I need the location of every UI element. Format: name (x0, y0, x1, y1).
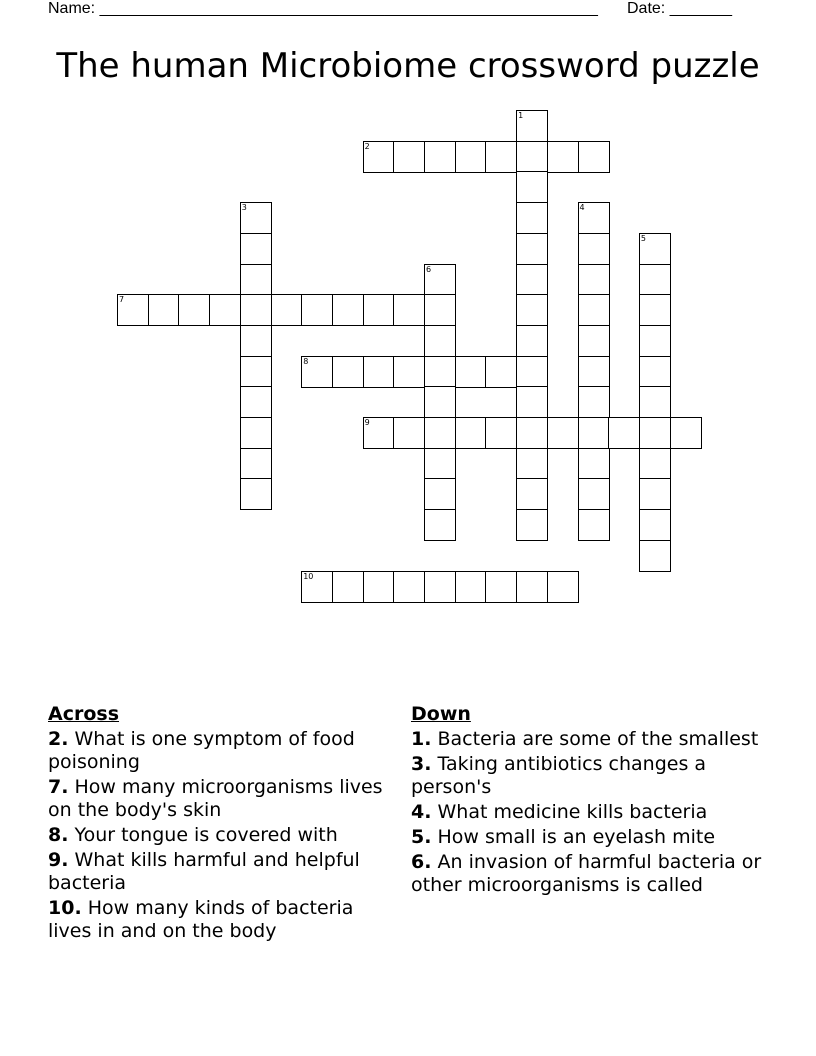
clue-number: 3. (411, 753, 432, 775)
crossword-cell[interactable] (516, 478, 548, 510)
crossword-cell[interactable] (424, 478, 456, 510)
crossword-cell[interactable] (578, 509, 610, 541)
crossword-cell[interactable] (455, 571, 487, 603)
crossword-cell[interactable] (516, 509, 548, 541)
clue-down-1 (411, 728, 771, 751)
crossword-cell[interactable] (455, 417, 487, 449)
crossword-cell[interactable] (332, 571, 364, 603)
clue-number: 9. (48, 849, 69, 871)
crossword-cell[interactable] (578, 141, 610, 173)
crossword-cell[interactable] (240, 356, 272, 388)
crossword-cell[interactable] (639, 356, 671, 388)
clue-number: 6. (411, 851, 432, 873)
crossword-cell[interactable] (301, 571, 333, 603)
crossword-cell[interactable] (485, 356, 517, 388)
crossword-cell[interactable] (240, 202, 272, 234)
crossword-cell[interactable] (578, 202, 610, 234)
crossword-cell[interactable] (516, 141, 548, 173)
crossword-cell[interactable] (608, 417, 640, 449)
crossword-cell[interactable] (301, 294, 333, 326)
crossword-cell[interactable] (639, 509, 671, 541)
crossword-cell[interactable] (639, 540, 671, 572)
crossword-cell[interactable] (240, 417, 272, 449)
crossword-cell[interactable] (547, 571, 579, 603)
across-heading: Across (48, 703, 120, 725)
clue-text: How many microorganisms lives on the body's skin (48, 776, 383, 821)
clue-down-6 (411, 851, 771, 897)
crossword-cell[interactable] (424, 141, 456, 173)
crossword-cell[interactable] (363, 571, 395, 603)
crossword-cell[interactable] (424, 294, 456, 326)
crossword-cell[interactable] (516, 356, 548, 388)
crossword-cell[interactable] (240, 264, 272, 296)
clue-number: 7. (48, 776, 69, 798)
crossword-cell[interactable] (578, 478, 610, 510)
crossword-cell[interactable] (393, 294, 425, 326)
crossword-cell[interactable] (393, 356, 425, 388)
clue-across-9 (48, 849, 393, 895)
crossword-cell[interactable] (455, 141, 487, 173)
clue-across-7 (48, 776, 393, 822)
crossword-cell[interactable] (516, 571, 548, 603)
crossword-cell[interactable] (209, 294, 241, 326)
crossword-cell[interactable] (424, 386, 456, 418)
clue-number-label: 4 (579, 203, 585, 213)
clue-number-label: 1 (518, 111, 524, 120)
clue-number: 1. (411, 728, 432, 750)
crossword-cell[interactable] (485, 141, 517, 173)
clue-number-label: 6 (426, 264, 432, 274)
crossword-cell[interactable] (516, 386, 548, 418)
crossword-cell[interactable] (485, 571, 517, 603)
crossword-cell[interactable] (455, 356, 487, 388)
crossword-cell[interactable] (516, 325, 548, 357)
crossword-cell[interactable] (240, 294, 272, 326)
crossword-cell[interactable] (485, 417, 517, 449)
crossword-cell[interactable] (547, 141, 579, 173)
clue-text: How small is an eyelash mite (437, 826, 716, 848)
crossword-cell[interactable] (578, 325, 610, 357)
crossword-cell[interactable] (240, 478, 272, 510)
crossword-cell[interactable] (578, 448, 610, 480)
clue-down-5 (411, 826, 771, 849)
crossword-cell[interactable] (516, 417, 548, 449)
clue-number-label: 9 (364, 418, 370, 427)
crossword-cell[interactable] (670, 417, 702, 449)
crossword-cell[interactable] (516, 110, 548, 142)
crossword-cell[interactable] (578, 294, 610, 326)
clue-number: 4. (411, 801, 432, 823)
crossword-cell[interactable] (301, 356, 333, 388)
crossword-cell[interactable] (516, 233, 548, 265)
crossword-cell[interactable] (516, 294, 548, 326)
crossword-cell[interactable] (639, 294, 671, 326)
crossword-cell[interactable] (424, 571, 456, 603)
crossword-cell[interactable] (578, 356, 610, 388)
crossword-cell[interactable] (578, 417, 610, 449)
crossword-cell[interactable] (578, 233, 610, 265)
clue-number: 5. (411, 826, 432, 848)
crossword-cell[interactable] (639, 264, 671, 296)
clue-number-label: 3 (241, 203, 247, 213)
across-clues (48, 703, 393, 945)
crossword-cell[interactable] (393, 571, 425, 603)
crossword-cell[interactable] (240, 233, 272, 265)
clue-across-2 (48, 728, 393, 774)
crossword-cell[interactable] (363, 141, 395, 173)
crossword-cell[interactable] (271, 294, 303, 326)
crossword-cell[interactable] (516, 264, 548, 296)
crossword-cell[interactable] (424, 264, 456, 296)
crossword-cell[interactable] (424, 417, 456, 449)
crossword-cell[interactable] (240, 325, 272, 357)
clue-text: An invasion of harmful bacteria or other microorganisms is called (411, 851, 762, 896)
crossword-cell[interactable] (332, 356, 364, 388)
clue-text: What kills harmful and helpful bacteria (48, 849, 360, 894)
crossword-cell[interactable] (424, 325, 456, 357)
name-field[interactable]: Name: ________________________________________________________ (48, 0, 598, 17)
crossword-cell[interactable] (516, 171, 548, 203)
clue-number: 8. (48, 824, 69, 846)
crossword-cell[interactable] (578, 386, 610, 418)
clue-number-label: 2 (364, 141, 370, 151)
crossword-cell[interactable] (363, 417, 395, 449)
crossword-cell[interactable] (148, 294, 180, 326)
down-clues (411, 703, 771, 899)
crossword-cell[interactable] (516, 202, 548, 234)
clue-across-8 (48, 824, 393, 847)
crossword-cell[interactable] (393, 141, 425, 173)
clue-text: Bacteria are some of the smallest (437, 728, 759, 750)
clue-number-label: 7 (119, 295, 125, 305)
crossword-cell[interactable] (639, 233, 671, 265)
crossword-cell[interactable] (547, 417, 579, 449)
crossword-cell[interactable] (639, 386, 671, 418)
crossword-cell[interactable] (332, 294, 364, 326)
crossword-cell[interactable] (363, 294, 395, 326)
crossword-cell[interactable] (516, 448, 548, 480)
clue-across-10 (48, 897, 393, 943)
clue-number-label: 5 (640, 233, 646, 243)
date-field[interactable]: Date: _______ (627, 0, 732, 17)
crossword-cell[interactable] (578, 264, 610, 296)
clue-text: Taking antibiotics changes a person's (411, 753, 707, 798)
crossword-cell[interactable] (363, 356, 395, 388)
crossword-cell[interactable] (393, 417, 425, 449)
clue-down-4 (411, 801, 771, 824)
crossword-cell[interactable] (639, 478, 671, 510)
puzzle-title: The human Microbiome crossword puzzle (56, 46, 760, 86)
crossword-cell[interactable] (639, 325, 671, 357)
crossword-cell[interactable] (240, 448, 272, 480)
clue-text: How many kinds of bacteria lives in and on the body (48, 897, 354, 942)
clue-number: 10. (48, 897, 82, 919)
clue-down-3 (411, 753, 771, 799)
clue-text: What is one symptom of food poisoning (48, 728, 355, 773)
clue-number-label: 10 (303, 571, 314, 581)
clue-number: 2. (48, 728, 69, 750)
crossword-cell[interactable] (117, 294, 149, 326)
clue-text: Your tongue is covered with (74, 824, 338, 846)
crossword-cell[interactable] (424, 448, 456, 480)
clue-text: What medicine kills bacteria (437, 801, 708, 823)
crossword-cell[interactable] (424, 356, 456, 388)
crossword-cell[interactable] (639, 417, 671, 449)
crossword-cell[interactable] (424, 509, 456, 541)
crossword-cell[interactable] (639, 448, 671, 480)
clue-number-label: 8 (303, 356, 309, 366)
crossword-cell[interactable] (240, 386, 272, 418)
down-heading: Down (411, 703, 471, 725)
crossword-cell[interactable] (178, 294, 210, 326)
